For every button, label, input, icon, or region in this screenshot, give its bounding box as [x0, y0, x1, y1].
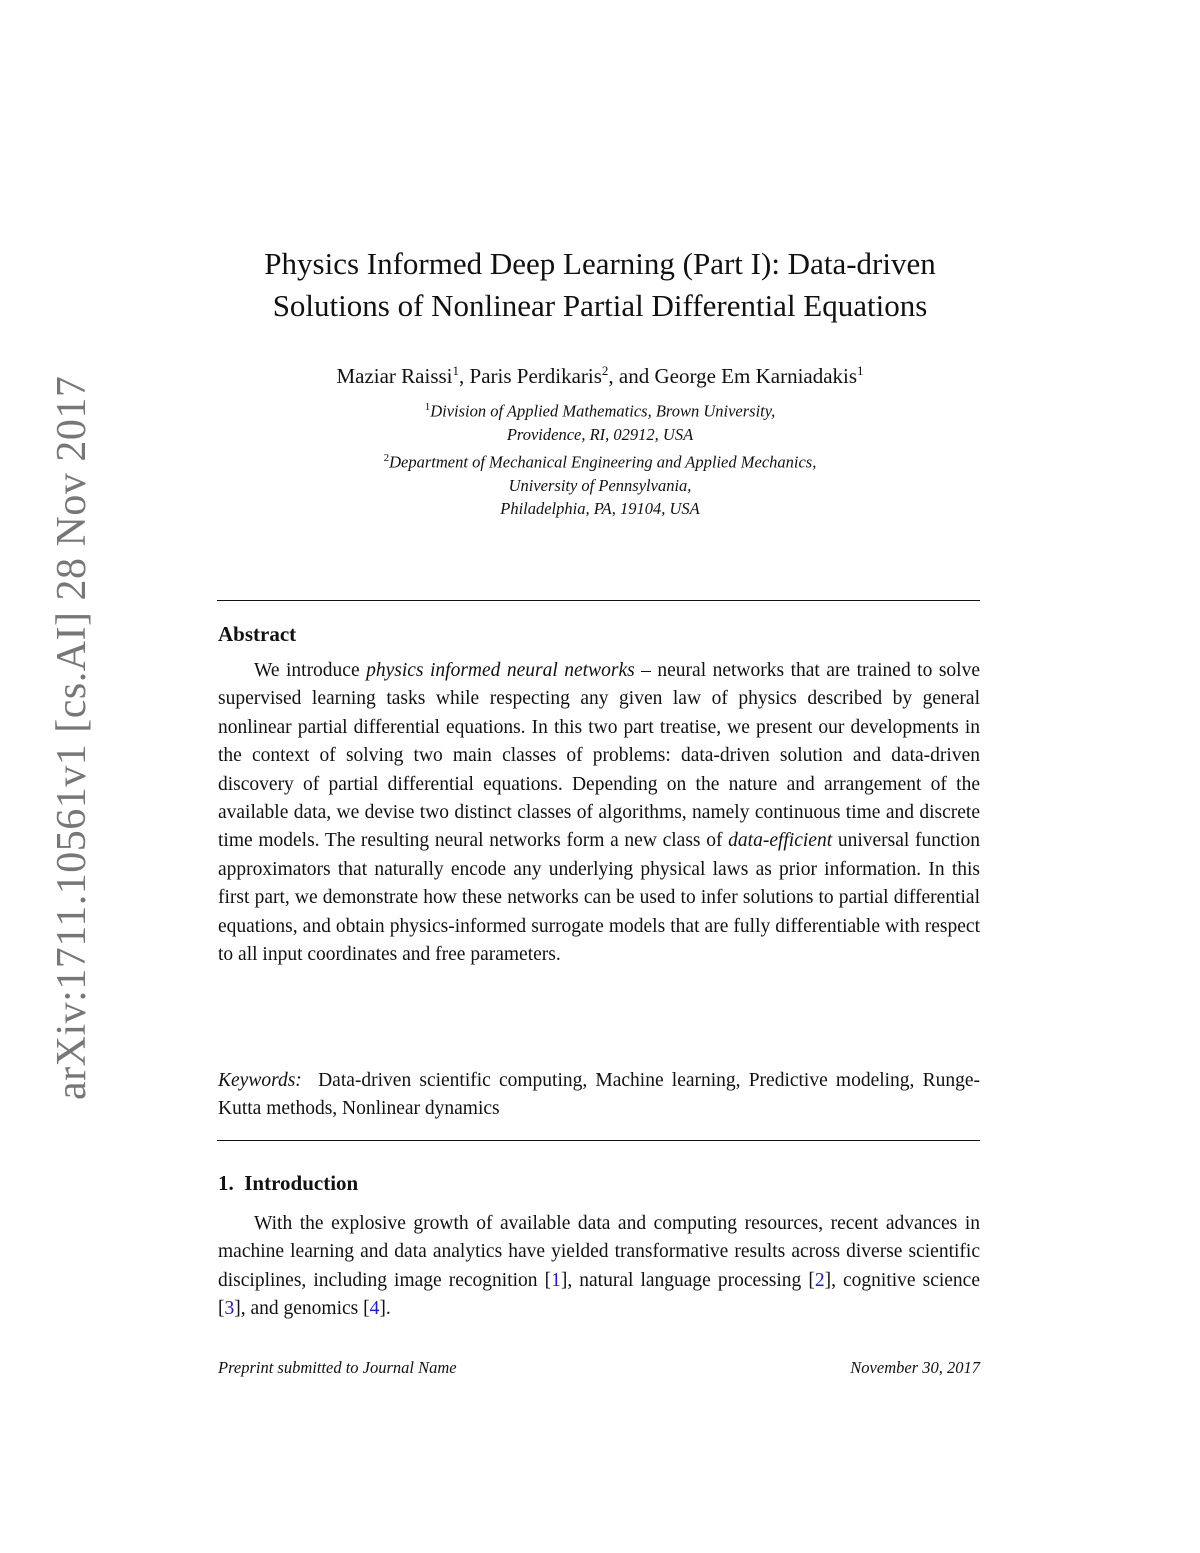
citation-link-1[interactable]: 1: [551, 1269, 561, 1291]
keywords-list: Data-driven scientific computing, Machine learning, Predictive modeling, Runge-Kutta methods, Nonlinear dynamics: [218, 1070, 980, 1120]
intro-text-part: With the explosive growth of available data and computing resources, recent advances in machine learning and data analytics have yielded transformative results across diverse scientific disciplines, including image recognition [: [218, 1213, 980, 1291]
keywords: [218, 1067, 980, 1124]
footer-date: November 30, 2017: [850, 1358, 980, 1377]
author-separator: , and: [608, 364, 655, 388]
affiliation-1-text: Division of Applied Mathematics, Brown University,: [430, 401, 776, 421]
affiliation-2-line-1: [150, 447, 1050, 474]
abstract-emphasis: physics informed neural networks: [366, 660, 635, 681]
introduction-body: [218, 1210, 980, 1324]
footer-preprint-note: Preprint submitted to Journal Name: [218, 1358, 457, 1377]
affiliation-2-text: Department of Mechanical Engineering and Applied Mechanics,: [389, 452, 817, 471]
introduction-heading: 1. Introduction: [218, 1171, 359, 1195]
citation-link-3[interactable]: 3: [224, 1298, 235, 1320]
abstract-heading: Abstract: [218, 622, 297, 646]
abstract-text-part: – neural networks that are trained to solve supervised learning tasks while respecting any given law of physics described by general nonlinear partial differential equations. In this two part treatise, we present our developments in the context of solving two main classes of problems: data-driven solution and data-driven discovery of partial differential equations. Depending on the nature and arrangement of the available data, we devise two distinct classes of algorithms, namely continuous time and discrete time models. The resulting neural networks form a new class of: [218, 660, 980, 852]
title-line-1: Physics Informed Deep Learning (Part I): Data-driven: [264, 246, 936, 281]
author-1: Maziar Raissi: [336, 364, 453, 388]
citation-link-4[interactable]: 4: [369, 1298, 380, 1320]
paper-title: [150, 243, 1050, 327]
author-3: George Em Karniadakis: [654, 364, 858, 388]
author-3-affiliation-mark: 1: [857, 363, 864, 378]
affiliations: [150, 396, 1050, 521]
author-2: Paris Perdikaris: [469, 364, 602, 388]
abstract-body: [218, 657, 980, 969]
keywords-label: Keywords:: [218, 1070, 302, 1091]
title-line-2: Solutions of Nonlinear Partial Differential Equations: [272, 288, 928, 323]
abstract-text-part: universal function approximators that naturally encode any underlying physical laws as prior information. In this first part, we demonstrate how these networks can be used to infer solutions to partial differential equations, and obtain physics-informed surrogate models that are fully differentiable with respect to all input coordinates and free parameters.: [218, 830, 980, 966]
intro-text-part: ].: [379, 1298, 391, 1320]
author-1-affiliation-mark: 1: [452, 363, 460, 378]
abstract-text-part: We introduce: [254, 660, 367, 681]
abstract-top-rule: [217, 600, 980, 601]
intro-text-part: ], natural language processing [: [560, 1269, 815, 1291]
author-list: [150, 357, 1050, 390]
affiliation-1-line-2: Providence, RI, 02912, USA: [506, 425, 694, 444]
author-separator: ,: [459, 364, 470, 388]
abstract-bottom-rule: [217, 1140, 980, 1141]
affiliation-1-mark: 1: [424, 401, 431, 413]
citation-link-2[interactable]: 2: [814, 1269, 825, 1291]
affiliation-2-mark: 2: [383, 451, 390, 464]
intro-text-part: ], cognitive science [: [218, 1269, 980, 1320]
author-2-affiliation-mark: 2: [601, 363, 609, 378]
intro-text-part: ], and genomics [: [234, 1298, 370, 1320]
affiliation-2-line-2: University of Pennsylvania,: [508, 475, 692, 495]
affiliation-2-line-3: Philadelphia, PA, 19104, USA: [500, 499, 700, 518]
arxiv-identifier: arXiv:1711.10561v1 [cs.AI] 28 Nov 2017: [49, 375, 95, 1100]
abstract-emphasis: data-efficient: [728, 830, 833, 852]
affiliation-1-line-1: [150, 396, 1050, 423]
